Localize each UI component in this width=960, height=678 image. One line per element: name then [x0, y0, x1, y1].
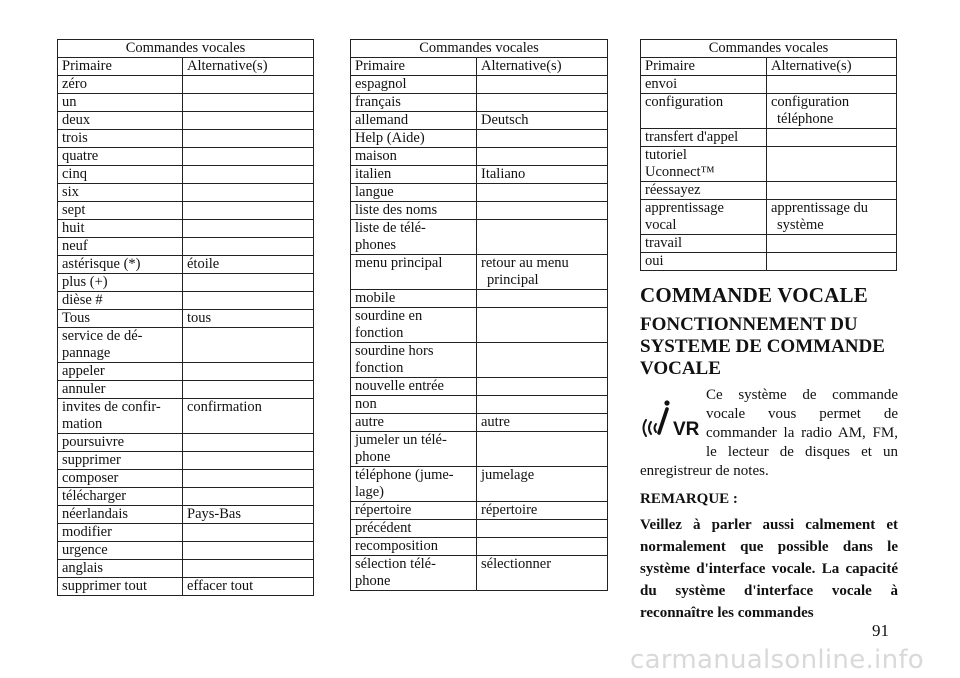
alternative-command-cell	[767, 253, 897, 271]
alternative-command-cell: étoile	[183, 256, 314, 274]
primary-command-cell: un	[58, 94, 183, 112]
primary-command-cell: Help (Aide)	[351, 130, 477, 148]
primary-command-cell: sélection télé- phone	[351, 556, 477, 591]
table-row	[641, 147, 897, 182]
primary-command-cell: transfert d'appel	[641, 129, 767, 147]
table-row	[58, 148, 314, 166]
primary-command-cell: français	[351, 94, 477, 112]
table-row	[58, 292, 314, 310]
table-row	[58, 238, 314, 256]
primary-command-cell: service de dé- pannage	[58, 328, 183, 363]
primary-command-cell: italien	[351, 166, 477, 184]
table-row	[351, 94, 608, 112]
alternative-command-cell	[767, 147, 897, 182]
table-row	[351, 148, 608, 166]
table-row	[641, 200, 897, 235]
alternative-command-cell	[183, 184, 314, 202]
primary-command-cell: composer	[58, 470, 183, 488]
column-header-alternative: Alternative(s)	[767, 58, 897, 76]
vr-icon-label: VR	[673, 419, 700, 440]
alternative-command-cell: jumelage	[477, 467, 608, 502]
primary-command-cell: travail	[641, 235, 767, 253]
primary-command-cell: Tous	[58, 310, 183, 328]
table-row	[351, 202, 608, 220]
table-row	[58, 184, 314, 202]
table-row	[351, 290, 608, 308]
alternative-command-cell	[183, 238, 314, 256]
primary-command-cell: sourdine hors fonction	[351, 343, 477, 378]
primary-command-cell: huit	[58, 220, 183, 238]
alternative-command-cell	[183, 112, 314, 130]
table-row	[58, 328, 314, 363]
alternative-command-cell: configuration téléphone	[767, 94, 897, 129]
primary-command-cell: neuf	[58, 238, 183, 256]
alternative-command-cell	[183, 363, 314, 381]
primary-command-cell: recomposition	[351, 538, 477, 556]
table-row	[58, 130, 314, 148]
table-row	[58, 524, 314, 542]
primary-command-cell: précédent	[351, 520, 477, 538]
alternative-command-cell: retour au menu principal	[477, 255, 608, 290]
intro-paragraph	[640, 386, 898, 481]
table-row	[351, 556, 608, 591]
subsection-heading: FONCTIONNEMENT DU SYSTEME DE COMMANDE VOCALE	[640, 314, 885, 379]
table-row	[351, 112, 608, 130]
alternative-command-cell	[477, 130, 608, 148]
primary-command-cell: supprimer tout	[58, 578, 183, 596]
alternative-command-cell	[183, 452, 314, 470]
table-row	[351, 378, 608, 396]
table-row	[351, 414, 608, 432]
section-heading: COMMANDE VOCALE	[640, 283, 868, 307]
table-row	[351, 308, 608, 343]
primary-command-cell: réessayez	[641, 182, 767, 200]
table-row	[641, 253, 897, 271]
primary-command-cell: trois	[58, 130, 183, 148]
primary-command-cell: néerlandais	[58, 506, 183, 524]
table-row	[351, 538, 608, 556]
alternative-command-cell	[183, 470, 314, 488]
table-row	[641, 129, 897, 147]
primary-command-cell: quatre	[58, 148, 183, 166]
table-row	[58, 434, 314, 452]
alternative-command-cell	[477, 520, 608, 538]
alternative-command-cell	[767, 182, 897, 200]
primary-command-cell: menu principal	[351, 255, 477, 290]
table-body-1	[58, 76, 314, 596]
primary-command-cell: langue	[351, 184, 477, 202]
table-row	[351, 502, 608, 520]
voice-commands-table-1	[57, 39, 314, 596]
table-row	[58, 363, 314, 381]
alternative-command-cell	[183, 488, 314, 506]
alternative-command-cell: Italiano	[477, 166, 608, 184]
alternative-command-cell	[477, 343, 608, 378]
table-row	[58, 578, 314, 596]
primary-command-cell: télécharger	[58, 488, 183, 506]
voice-commands-table-3	[640, 39, 897, 271]
alternative-command-cell: sélectionner	[477, 556, 608, 591]
table-row	[58, 256, 314, 274]
table-row	[351, 76, 608, 94]
primary-command-cell: dièse #	[58, 292, 183, 310]
alternative-command-cell	[183, 220, 314, 238]
table-row	[351, 467, 608, 502]
table-row	[58, 94, 314, 112]
alternative-command-cell	[183, 381, 314, 399]
primary-command-cell: envoi	[641, 76, 767, 94]
primary-command-cell: allemand	[351, 112, 477, 130]
table-row	[351, 255, 608, 290]
alternative-command-cell	[183, 434, 314, 452]
primary-command-cell: poursuivre	[58, 434, 183, 452]
alternative-command-cell	[477, 184, 608, 202]
table-caption: Commandes vocales	[58, 40, 314, 58]
alternative-command-cell: effacer tout	[183, 578, 314, 596]
primary-command-cell: liste de télé- phones	[351, 220, 477, 255]
table-row	[58, 202, 314, 220]
column-header-primary: Primaire	[351, 58, 477, 76]
primary-command-cell: sept	[58, 202, 183, 220]
table-row	[351, 220, 608, 255]
primary-command-cell: sourdine en fonction	[351, 308, 477, 343]
primary-command-cell: modifier	[58, 524, 183, 542]
alternative-command-cell	[477, 432, 608, 467]
note-text: Veillez à parler aussi calmement et normalement que possible dans le système d'interface vocale. La capacité du système d'interface vocale à reconnaître les commandes	[640, 517, 898, 621]
table-caption: Commandes vocales	[641, 40, 897, 58]
voice-recognition-icon	[640, 392, 700, 448]
primary-command-cell: plus (+)	[58, 274, 183, 292]
alternative-command-cell	[477, 396, 608, 414]
primary-command-cell: anglais	[58, 560, 183, 578]
alternative-command-cell	[183, 274, 314, 292]
primary-command-cell: deux	[58, 112, 183, 130]
alternative-command-cell: confirmation	[183, 399, 314, 434]
table-row	[351, 432, 608, 467]
primary-command-cell: six	[58, 184, 183, 202]
alternative-command-cell	[767, 235, 897, 253]
table-row	[641, 94, 897, 129]
alternative-command-cell	[477, 220, 608, 255]
alternative-command-cell: apprentissage du système	[767, 200, 897, 235]
alternative-command-cell	[183, 292, 314, 310]
table-row	[58, 560, 314, 578]
alternative-command-cell	[183, 94, 314, 112]
column-header-alternative: Alternative(s)	[183, 58, 314, 76]
alternative-command-cell	[477, 94, 608, 112]
alternative-command-cell	[477, 202, 608, 220]
alternative-command-cell	[477, 148, 608, 166]
primary-command-cell: maison	[351, 148, 477, 166]
table-row	[351, 166, 608, 184]
table-row	[58, 506, 314, 524]
primary-command-cell: invites de confir- mation	[58, 399, 183, 434]
alternative-command-cell	[767, 76, 897, 94]
primary-command-cell: jumeler un télé- phone	[351, 432, 477, 467]
table-row	[58, 220, 314, 238]
alternative-command-cell: Pays-Bas	[183, 506, 314, 524]
table-row	[58, 470, 314, 488]
table-row	[351, 396, 608, 414]
voice-commands-table-2	[350, 39, 608, 591]
table-row	[58, 488, 314, 506]
primary-command-cell: configuration	[641, 94, 767, 129]
column-header-primary: Primaire	[641, 58, 767, 76]
alternative-command-cell: tous	[183, 310, 314, 328]
primary-command-cell: appeler	[58, 363, 183, 381]
primary-command-cell: cinq	[58, 166, 183, 184]
alternative-command-cell	[183, 328, 314, 363]
primary-command-cell: nouvelle entrée	[351, 378, 477, 396]
table-body-3	[641, 76, 897, 271]
alternative-command-cell	[183, 524, 314, 542]
table-row	[58, 452, 314, 470]
primary-command-cell: urgence	[58, 542, 183, 560]
alternative-command-cell	[477, 308, 608, 343]
table-row	[58, 381, 314, 399]
table-caption: Commandes vocales	[351, 40, 608, 58]
column-header-primary: Primaire	[58, 58, 183, 76]
table-row	[58, 166, 314, 184]
alternative-command-cell	[477, 76, 608, 94]
alternative-command-cell: Deutsch	[477, 112, 608, 130]
primary-command-cell: oui	[641, 253, 767, 271]
primary-command-cell: zéro	[58, 76, 183, 94]
primary-command-cell: annuler	[58, 381, 183, 399]
primary-command-cell: astérisque (*)	[58, 256, 183, 274]
primary-command-cell: autre	[351, 414, 477, 432]
alternative-command-cell	[183, 148, 314, 166]
alternative-command-cell	[477, 538, 608, 556]
table-row	[641, 235, 897, 253]
watermark: carmanualsonline.info	[630, 645, 925, 675]
column-header-alternative: Alternative(s)	[477, 58, 608, 76]
alternative-command-cell	[477, 290, 608, 308]
table-row	[58, 112, 314, 130]
alternative-command-cell	[183, 130, 314, 148]
primary-command-cell: mobile	[351, 290, 477, 308]
primary-command-cell: tutoriel Uconnect™	[641, 147, 767, 182]
primary-command-cell: apprentissage vocal	[641, 200, 767, 235]
table-row	[58, 399, 314, 434]
alternative-command-cell: répertoire	[477, 502, 608, 520]
table-row	[641, 182, 897, 200]
table-body-2	[351, 76, 608, 591]
table-row	[58, 542, 314, 560]
alternative-command-cell	[183, 166, 314, 184]
alternative-command-cell	[183, 542, 314, 560]
table-row	[58, 76, 314, 94]
note-label: REMARQUE :	[640, 491, 738, 507]
alternative-command-cell	[183, 560, 314, 578]
table-row	[58, 274, 314, 292]
primary-command-cell: téléphone (jume- lage)	[351, 467, 477, 502]
alternative-command-cell	[477, 378, 608, 396]
table-row	[351, 184, 608, 202]
primary-command-cell: non	[351, 396, 477, 414]
primary-command-cell: répertoire	[351, 502, 477, 520]
table-row	[351, 343, 608, 378]
intro-text: Ce système de commande vocale vous permet de commander la radio AM, FM, le lecteur de disques et un enregistreur de notes.	[640, 387, 898, 479]
primary-command-cell: espagnol	[351, 76, 477, 94]
table-row	[351, 130, 608, 148]
alternative-command-cell	[183, 202, 314, 220]
table-row	[641, 76, 897, 94]
primary-command-cell: supprimer	[58, 452, 183, 470]
alternative-command-cell	[767, 129, 897, 147]
page-number: 91	[872, 621, 889, 640]
alternative-command-cell: autre	[477, 414, 608, 432]
alternative-command-cell	[183, 76, 314, 94]
primary-command-cell: liste des noms	[351, 202, 477, 220]
table-row	[351, 520, 608, 538]
table-row	[58, 310, 314, 328]
